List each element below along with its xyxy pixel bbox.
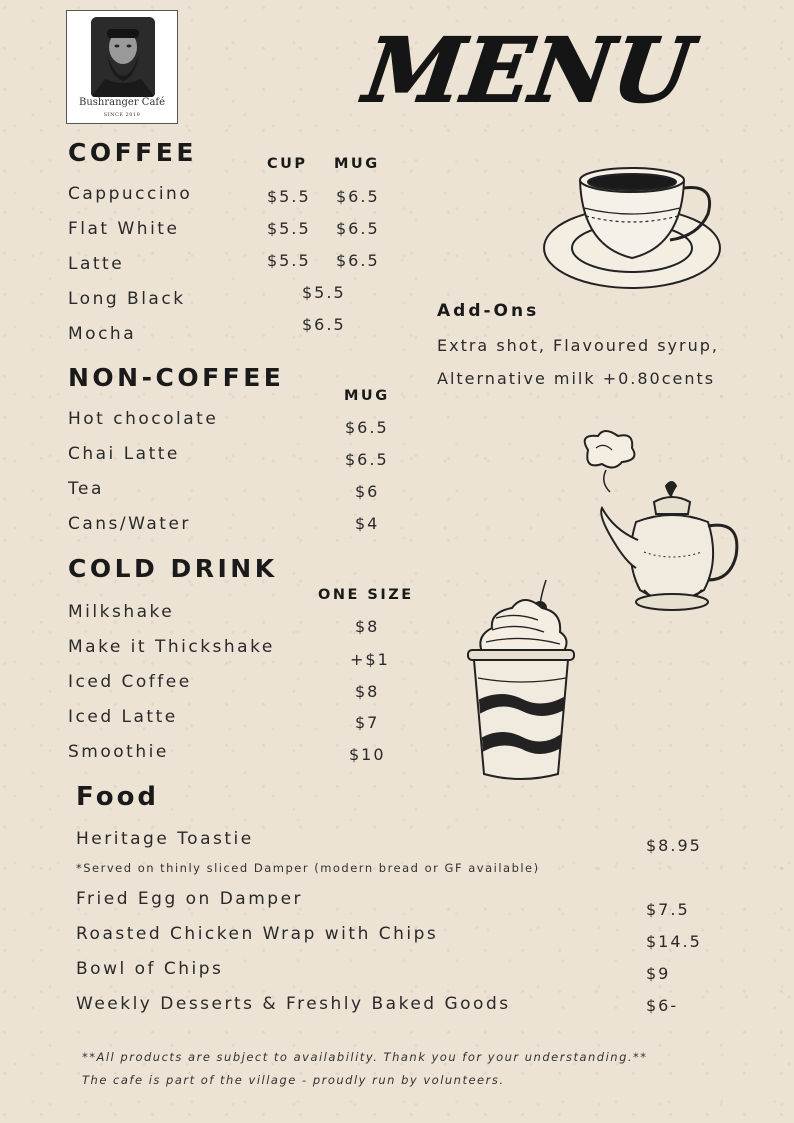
colddrink-item-price: +$1 xyxy=(350,650,390,669)
food-heading: Food xyxy=(76,782,160,812)
coffee-item-name: Long Black xyxy=(68,289,186,309)
menu-title: MENU xyxy=(358,18,699,122)
noncoffee-item-price: $6.5 xyxy=(345,450,389,469)
colddrink-heading: COLD DRINK xyxy=(68,554,278,583)
coffee-item-name: Cappuccino xyxy=(68,184,193,204)
teapot-illustration xyxy=(574,430,744,630)
noncoffee-item-name: Cans/Water xyxy=(68,514,191,534)
food-item-price: $9 xyxy=(646,964,671,983)
colddrink-col-onesize: ONE SIZE xyxy=(318,587,414,603)
coffee-item-name: Mocha xyxy=(68,324,137,344)
food-item-price: $7.5 xyxy=(646,900,690,919)
colddrink-item-name: Iced Coffee xyxy=(68,672,192,692)
footer-volunteer-note: The cafe is part of the village - proudly run by volunteers. xyxy=(82,1073,505,1087)
coffee-item-name: Latte xyxy=(68,254,125,274)
teacup-illustration xyxy=(538,160,728,295)
coffee-heading: COFFEE xyxy=(68,138,197,167)
noncoffee-col-mug: MUG xyxy=(344,388,390,404)
food-item-name: Weekly Desserts & Freshly Baked Goods xyxy=(76,994,511,1014)
colddrink-item-price: $8 xyxy=(355,617,380,636)
noncoffee-item-price: $6.5 xyxy=(345,418,389,437)
cafe-since: SINCE 2019 xyxy=(103,112,141,118)
food-item-name: Fried Egg on Damper xyxy=(76,889,304,909)
addons-heading: Add-Ons xyxy=(437,301,540,321)
food-item-price: $14.5 xyxy=(646,932,702,951)
coffee-item-cup-price: $5.5 xyxy=(267,251,311,270)
coffee-item-mug-price: $6.5 xyxy=(336,219,380,238)
coffee-item-cup-price: $5.5 xyxy=(267,187,311,206)
colddrink-item-name: Milkshake xyxy=(68,602,175,622)
food-item-name: Heritage Toastie xyxy=(76,829,254,849)
colddrink-item-price: $10 xyxy=(349,745,386,764)
footer-availability-note: **All products are subject to availability. Thank you for your understanding.** xyxy=(82,1050,648,1064)
coffee-item-name: Flat White xyxy=(68,219,180,239)
colddrink-item-price: $7 xyxy=(355,713,380,732)
food-item-price: $8.95 xyxy=(646,836,702,855)
portrait-image xyxy=(91,17,155,97)
colddrink-item-name: Smoothie xyxy=(68,742,169,762)
food-item-price: $6- xyxy=(646,996,679,1015)
food-toastie-note: *Served on thinly sliced Damper (modern bread or GF available) xyxy=(76,861,540,875)
coffee-col-mug: MUG xyxy=(334,156,380,172)
colddrink-item-name: Iced Latte xyxy=(68,707,178,727)
coffee-item-mug-price: $6.5 xyxy=(336,187,380,206)
noncoffee-item-name: Tea xyxy=(68,479,104,499)
cafe-logo xyxy=(66,10,178,124)
coffee-item-price: $6.5 xyxy=(302,315,346,334)
colddrink-item-price: $8 xyxy=(355,682,380,701)
noncoffee-item-name: Chai Latte xyxy=(68,444,180,464)
addons-line-1: Extra shot, Flavoured syrup, xyxy=(437,336,719,355)
noncoffee-item-name: Hot chocolate xyxy=(68,409,219,429)
noncoffee-heading: NON-COFFEE xyxy=(68,363,285,392)
coffee-item-mug-price: $6.5 xyxy=(336,251,380,270)
addons-line-2: Alternative milk +0.80cents xyxy=(437,369,716,388)
noncoffee-item-price: $6 xyxy=(355,482,380,501)
coffee-item-cup-price: $5.5 xyxy=(267,219,311,238)
food-item-name: Bowl of Chips xyxy=(76,959,224,979)
noncoffee-item-price: $4 xyxy=(355,514,380,533)
cafe-name: Bushranger Café xyxy=(78,97,166,108)
milkshake-illustration xyxy=(462,578,582,786)
food-item-name: Roasted Chicken Wrap with Chips xyxy=(76,924,439,944)
coffee-item-price: $5.5 xyxy=(302,283,346,302)
colddrink-item-name: Make it Thickshake xyxy=(68,637,275,657)
coffee-col-cup: CUP xyxy=(267,156,308,172)
